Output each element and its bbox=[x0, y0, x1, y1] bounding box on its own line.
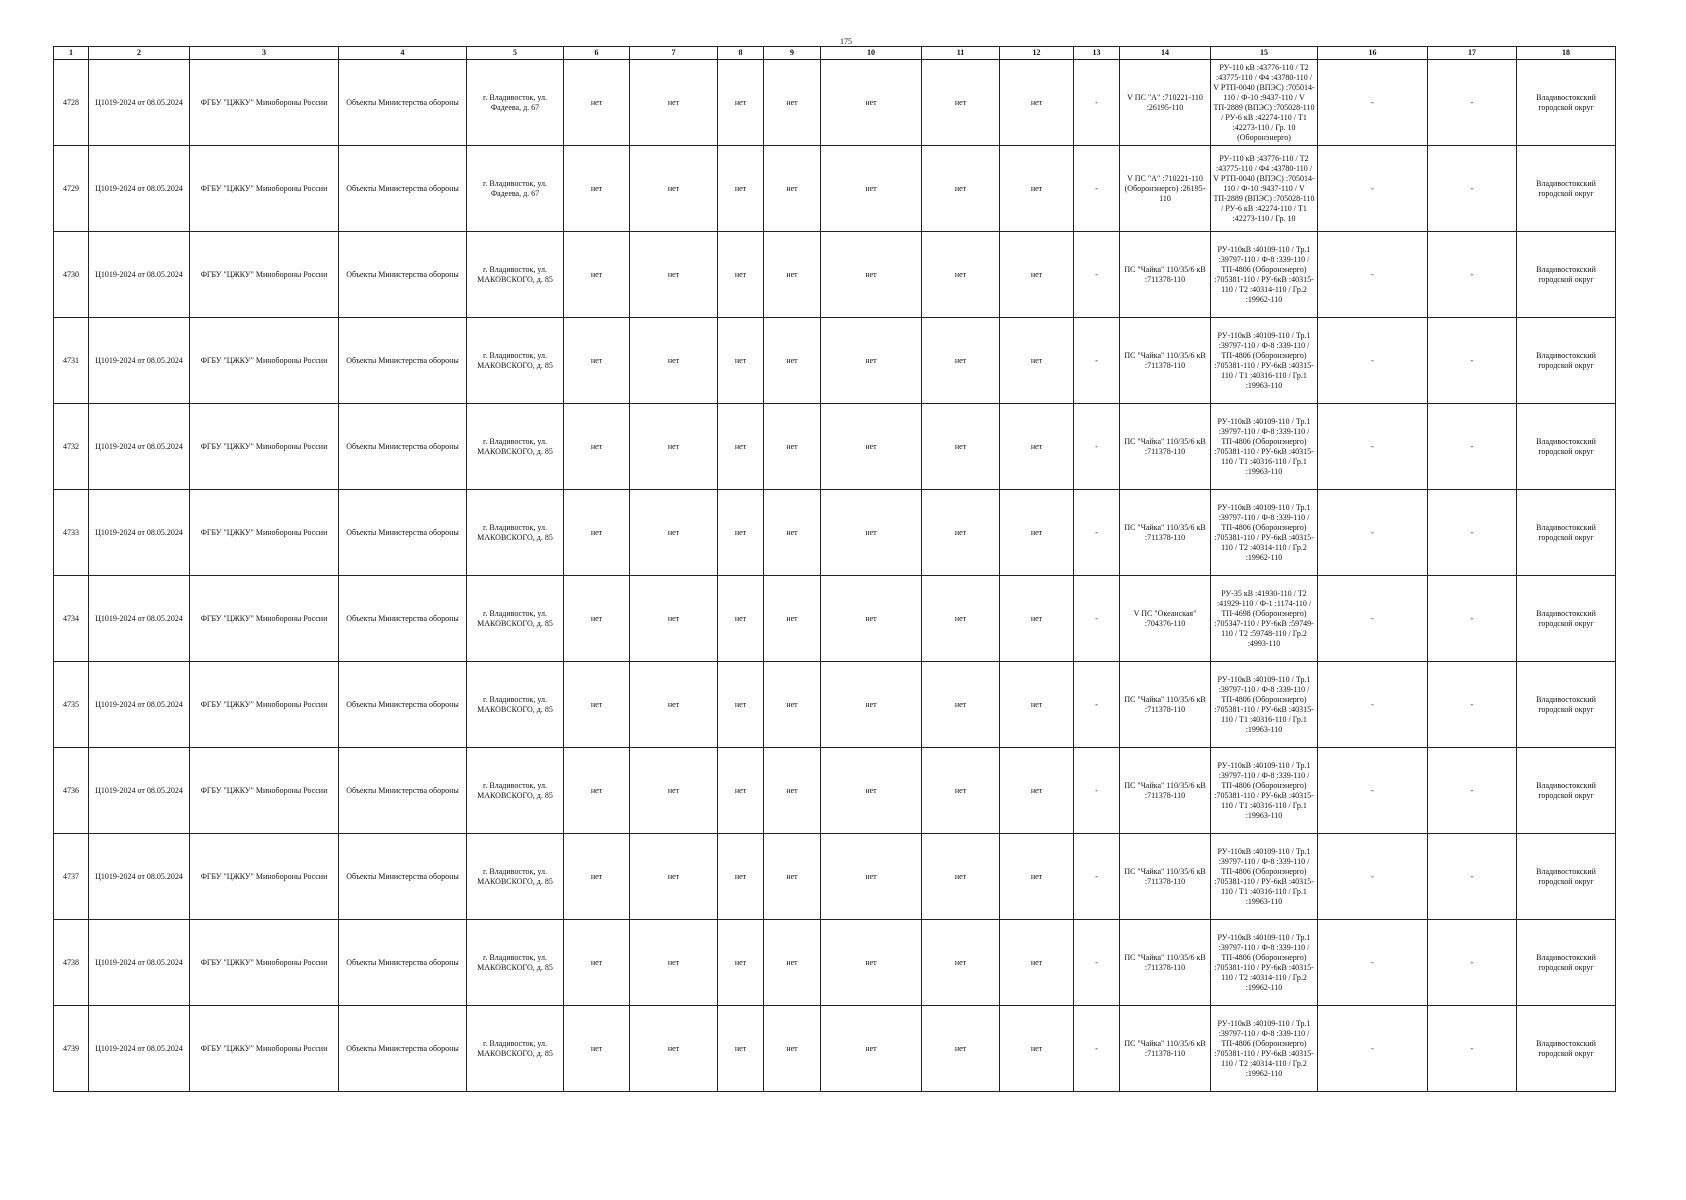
col-11-cell: нет bbox=[922, 232, 1000, 318]
col-13-cell: - bbox=[1074, 662, 1120, 748]
column-header: 3 bbox=[190, 47, 339, 60]
col-9-cell: нет bbox=[764, 920, 821, 1006]
document-ref-cell: Ц1019-2024 от 08.05.2024 bbox=[89, 662, 190, 748]
col-12-cell: нет bbox=[1000, 662, 1074, 748]
address-cell: г. Владивосток, ул. МАКОВСКОГО, д. 85 bbox=[467, 404, 564, 490]
col-9-cell: нет bbox=[764, 232, 821, 318]
col-9-cell: нет bbox=[764, 662, 821, 748]
col-7-cell: нет bbox=[630, 748, 718, 834]
municipality-cell: Владивостокский городской округ bbox=[1517, 662, 1616, 748]
column-header: 15 bbox=[1211, 47, 1318, 60]
col-16-cell: - bbox=[1318, 60, 1428, 146]
col-12-cell: нет bbox=[1000, 60, 1074, 146]
organization-cell: ФГБУ "ЦЖКУ" Минобороны России bbox=[190, 490, 339, 576]
col-10-cell: нет bbox=[821, 490, 922, 576]
connection-path-cell: РУ-110кВ :40109-110 / Тр.1 :39797-110 / Ф-8 :339-110 / ТП-4806 (Оборонэнерго) :705381-110 / РУ-6кВ :40315-110 / Т1 :40316-110 / Гр.1 :19963-110 bbox=[1211, 404, 1318, 490]
col-13-cell: - bbox=[1074, 404, 1120, 490]
col-8-cell: нет bbox=[718, 232, 764, 318]
col-13-cell: - bbox=[1074, 60, 1120, 146]
col-16-cell: - bbox=[1318, 748, 1428, 834]
organization-cell: ФГБУ "ЦЖКУ" Минобороны России bbox=[190, 834, 339, 920]
municipality-cell: Владивостокский городской округ bbox=[1517, 576, 1616, 662]
column-header: 14 bbox=[1120, 47, 1211, 60]
col-6-cell: нет bbox=[564, 60, 630, 146]
column-header: 13 bbox=[1074, 47, 1120, 60]
col-7-cell: нет bbox=[630, 920, 718, 1006]
address-cell: г. Владивосток, ул. МАКОВСКОГО, д. 85 bbox=[467, 490, 564, 576]
col-16-cell: - bbox=[1318, 920, 1428, 1006]
col-10-cell: нет bbox=[821, 318, 922, 404]
object-type-cell: Объекты Министерства обороны bbox=[339, 834, 467, 920]
col-9-cell: нет bbox=[764, 318, 821, 404]
col-8-cell: нет bbox=[718, 662, 764, 748]
col-16-cell: - bbox=[1318, 490, 1428, 576]
data-table bbox=[53, 46, 1616, 1092]
col-11-cell: нет bbox=[922, 1006, 1000, 1092]
municipality-cell: Владивостокский городской округ bbox=[1517, 404, 1616, 490]
address-cell: г. Владивосток, ул. МАКОВСКОГО, д. 85 bbox=[467, 1006, 564, 1092]
column-header: 7 bbox=[630, 47, 718, 60]
organization-cell: ФГБУ "ЦЖКУ" Минобороны России bbox=[190, 146, 339, 232]
col-6-cell: нет bbox=[564, 490, 630, 576]
address-cell: г. Владивосток, ул. Фадеева, д. 67 bbox=[467, 146, 564, 232]
col-10-cell: нет bbox=[821, 834, 922, 920]
row-number-cell: 4732 bbox=[54, 404, 89, 490]
col-7-cell: нет bbox=[630, 662, 718, 748]
document-ref-cell: Ц1019-2024 от 08.05.2024 bbox=[89, 404, 190, 490]
object-type-cell: Объекты Министерства обороны bbox=[339, 146, 467, 232]
col-12-cell: нет bbox=[1000, 232, 1074, 318]
col-17-cell: - bbox=[1428, 576, 1517, 662]
row-number-cell: 4738 bbox=[54, 920, 89, 1006]
col-17-cell: - bbox=[1428, 232, 1517, 318]
column-header: 18 bbox=[1517, 47, 1616, 60]
row-number-cell: 4734 bbox=[54, 576, 89, 662]
object-type-cell: Объекты Министерства обороны bbox=[339, 748, 467, 834]
col-7-cell: нет bbox=[630, 146, 718, 232]
organization-cell: ФГБУ "ЦЖКУ" Минобороны России bbox=[190, 1006, 339, 1092]
col-11-cell: нет bbox=[922, 318, 1000, 404]
col-6-cell: нет bbox=[564, 318, 630, 404]
substation-cell: ПС "Чайка" 110/35/6 кВ :711378-110 bbox=[1120, 1006, 1211, 1092]
col-6-cell: нет bbox=[564, 920, 630, 1006]
table-row bbox=[54, 404, 1616, 490]
col-10-cell: нет bbox=[821, 60, 922, 146]
row-number-cell: 4731 bbox=[54, 318, 89, 404]
table-row bbox=[54, 662, 1616, 748]
object-type-cell: Объекты Министерства обороны bbox=[339, 404, 467, 490]
col-16-cell: - bbox=[1318, 1006, 1428, 1092]
column-header: 6 bbox=[564, 47, 630, 60]
object-type-cell: Объекты Министерства обороны bbox=[339, 60, 467, 146]
col-13-cell: - bbox=[1074, 920, 1120, 1006]
municipality-cell: Владивостокский городской округ bbox=[1517, 490, 1616, 576]
col-8-cell: нет bbox=[718, 146, 764, 232]
substation-cell: ПС "Чайка" 110/35/6 кВ :711378-110 bbox=[1120, 490, 1211, 576]
connection-path-cell: РУ-110кВ :40109-110 / Тр.1 :39797-110 / Ф-8 :339-110 / ТП-4806 (Оборонэнерго) :705381-110 / РУ-6кВ :40315-110 / Т2 :40314-110 / Гр.2 :19962-110 bbox=[1211, 232, 1318, 318]
address-cell: г. Владивосток, ул. МАКОВСКОГО, д. 85 bbox=[467, 576, 564, 662]
table-row bbox=[54, 748, 1616, 834]
col-10-cell: нет bbox=[821, 662, 922, 748]
col-13-cell: - bbox=[1074, 576, 1120, 662]
col-12-cell: нет bbox=[1000, 920, 1074, 1006]
col-9-cell: нет bbox=[764, 576, 821, 662]
col-9-cell: нет bbox=[764, 1006, 821, 1092]
col-17-cell: - bbox=[1428, 60, 1517, 146]
col-11-cell: нет bbox=[922, 146, 1000, 232]
document-ref-cell: Ц1019-2024 от 08.05.2024 bbox=[89, 490, 190, 576]
col-16-cell: - bbox=[1318, 662, 1428, 748]
object-type-cell: Объекты Министерства обороны bbox=[339, 920, 467, 1006]
connection-path-cell: РУ-110кВ :40109-110 / Тр.1 :39797-110 / Ф-8 :339-110 / ТП-4806 (Оборонэнерго) :705381-110 / РУ-6кВ :40315-110 / Т2 :40314-110 / Гр.2 :19962-110 bbox=[1211, 1006, 1318, 1092]
col-12-cell: нет bbox=[1000, 318, 1074, 404]
document-ref-cell: Ц1019-2024 от 08.05.2024 bbox=[89, 834, 190, 920]
row-number-cell: 4739 bbox=[54, 1006, 89, 1092]
municipality-cell: Владивостокский городской округ bbox=[1517, 318, 1616, 404]
substation-cell: ПС "Чайка" 110/35/6 кВ :711378-110 bbox=[1120, 834, 1211, 920]
document-ref-cell: Ц1019-2024 от 08.05.2024 bbox=[89, 748, 190, 834]
document-ref-cell: Ц1019-2024 от 08.05.2024 bbox=[89, 146, 190, 232]
column-header: 5 bbox=[467, 47, 564, 60]
object-type-cell: Объекты Министерства обороны bbox=[339, 232, 467, 318]
col-12-cell: нет bbox=[1000, 490, 1074, 576]
address-cell: г. Владивосток, ул. МАКОВСКОГО, д. 85 bbox=[467, 662, 564, 748]
col-6-cell: нет bbox=[564, 662, 630, 748]
municipality-cell: Владивостокский городской округ bbox=[1517, 748, 1616, 834]
row-number-cell: 4737 bbox=[54, 834, 89, 920]
column-header: 1 bbox=[54, 47, 89, 60]
col-8-cell: нет bbox=[718, 834, 764, 920]
substation-cell: ПС "Чайка" 110/35/6 кВ :711378-110 bbox=[1120, 662, 1211, 748]
organization-cell: ФГБУ "ЦЖКУ" Минобороны России bbox=[190, 232, 339, 318]
substation-cell: ПС "Чайка" 110/35/6 кВ :711378-110 bbox=[1120, 318, 1211, 404]
connection-path-cell: РУ-110кВ :40109-110 / Тр.1 :39797-110 / Ф-8 :339-110 / ТП-4806 (Оборонэнерго) :705381-110 / РУ-6кВ :40315-110 / Т2 :40314-110 / Гр.2 :19962-110 bbox=[1211, 490, 1318, 576]
col-13-cell: - bbox=[1074, 232, 1120, 318]
col-17-cell: - bbox=[1428, 920, 1517, 1006]
connection-path-cell: РУ-35 кВ :41930-110 / Т2 :41929-110 / Ф-1 :1174-110 / ТП-4698 (Оборонэнерго) :705347-110 / РУ-6кВ :59749-110 / Т2 :59748-110 / Гр.2 :4993-110 bbox=[1211, 576, 1318, 662]
column-header: 4 bbox=[339, 47, 467, 60]
organization-cell: ФГБУ "ЦЖКУ" Минобороны России bbox=[190, 60, 339, 146]
column-header: 11 bbox=[922, 47, 1000, 60]
table-row bbox=[54, 60, 1616, 146]
col-13-cell: - bbox=[1074, 146, 1120, 232]
col-17-cell: - bbox=[1428, 834, 1517, 920]
address-cell: г. Владивосток, ул. МАКОВСКОГО, д. 85 bbox=[467, 232, 564, 318]
col-9-cell: нет bbox=[764, 834, 821, 920]
col-10-cell: нет bbox=[821, 232, 922, 318]
organization-cell: ФГБУ "ЦЖКУ" Минобороны России bbox=[190, 576, 339, 662]
col-9-cell: нет bbox=[764, 60, 821, 146]
substation-cell: V ПС "Океанская" :704376-110 bbox=[1120, 576, 1211, 662]
col-8-cell: нет bbox=[718, 748, 764, 834]
col-13-cell: - bbox=[1074, 748, 1120, 834]
address-cell: г. Владивосток, ул. МАКОВСКОГО, д. 85 bbox=[467, 920, 564, 1006]
column-header: 12 bbox=[1000, 47, 1074, 60]
column-header: 10 bbox=[821, 47, 922, 60]
row-number-cell: 4733 bbox=[54, 490, 89, 576]
col-17-cell: - bbox=[1428, 318, 1517, 404]
col-7-cell: нет bbox=[630, 318, 718, 404]
col-6-cell: нет bbox=[564, 146, 630, 232]
connection-path-cell: РУ-110 кВ :43776-110 / Т2 :43775-110 / Ф4 :43780-110 / V РТП-0040 (ВПЭС) :705014-110 / Ф-10 :9437-110 / V ТП-2889 (ВПЭС) :705028-110 / РУ-6 кВ :42274-110 / Т1 :42273-110 / Гр. 10 (Оборонэнерго) bbox=[1211, 60, 1318, 146]
col-7-cell: нет bbox=[630, 490, 718, 576]
col-16-cell: - bbox=[1318, 318, 1428, 404]
col-9-cell: нет bbox=[764, 748, 821, 834]
col-7-cell: нет bbox=[630, 404, 718, 490]
col-17-cell: - bbox=[1428, 490, 1517, 576]
col-10-cell: нет bbox=[821, 748, 922, 834]
object-type-cell: Объекты Министерства обороны bbox=[339, 318, 467, 404]
col-8-cell: нет bbox=[718, 404, 764, 490]
table-row bbox=[54, 920, 1616, 1006]
col-13-cell: - bbox=[1074, 490, 1120, 576]
col-12-cell: нет bbox=[1000, 1006, 1074, 1092]
col-16-cell: - bbox=[1318, 232, 1428, 318]
municipality-cell: Владивостокский городской округ bbox=[1517, 1006, 1616, 1092]
table-row bbox=[54, 146, 1616, 232]
table-row bbox=[54, 490, 1616, 576]
col-6-cell: нет bbox=[564, 1006, 630, 1092]
col-9-cell: нет bbox=[764, 404, 821, 490]
col-10-cell: нет bbox=[821, 404, 922, 490]
object-type-cell: Объекты Министерства обороны bbox=[339, 1006, 467, 1092]
municipality-cell: Владивостокский городской округ bbox=[1517, 834, 1616, 920]
substation-cell: V ПС "А" :710221-110 :26195-110 bbox=[1120, 60, 1211, 146]
connection-path-cell: РУ-110кВ :40109-110 / Тр.1 :39797-110 / Ф-8 :339-110 / ТП-4806 (Оборонэнерго) :705381-110 / РУ-6кВ :40315-110 / Т1 :40316-110 / Гр.1 :19963-110 bbox=[1211, 748, 1318, 834]
organization-cell: ФГБУ "ЦЖКУ" Минобороны России bbox=[190, 318, 339, 404]
document-ref-cell: Ц1019-2024 от 08.05.2024 bbox=[89, 576, 190, 662]
municipality-cell: Владивостокский городской округ bbox=[1517, 146, 1616, 232]
connection-path-cell: РУ-110кВ :40109-110 / Тр.1 :39797-110 / Ф-8 :339-110 / ТП-4806 (Оборонэнерго) :705381-110 / РУ-6кВ :40315-110 / Т2 :40314-110 / Гр.2 :19962-110 bbox=[1211, 920, 1318, 1006]
col-7-cell: нет bbox=[630, 60, 718, 146]
row-number-cell: 4729 bbox=[54, 146, 89, 232]
col-16-cell: - bbox=[1318, 404, 1428, 490]
row-number-cell: 4730 bbox=[54, 232, 89, 318]
row-number-cell: 4736 bbox=[54, 748, 89, 834]
col-13-cell: - bbox=[1074, 318, 1120, 404]
connection-path-cell: РУ-110 кВ :43776-110 / Т2 :43775-110 / Ф4 :43780-110 / V РТП-0040 (ВПЭС) :705014-110 / Ф-10 :9437-110 / V ТП-2889 (ВПЭС) :705028-110 / РУ-6 кВ :42274-110 / Т1 :42273-110 / Гр. 10 bbox=[1211, 146, 1318, 232]
col-12-cell: нет bbox=[1000, 834, 1074, 920]
object-type-cell: Объекты Министерства обороны bbox=[339, 662, 467, 748]
organization-cell: ФГБУ "ЦЖКУ" Минобороны России bbox=[190, 748, 339, 834]
col-6-cell: нет bbox=[564, 834, 630, 920]
col-12-cell: нет bbox=[1000, 404, 1074, 490]
col-8-cell: нет bbox=[718, 920, 764, 1006]
col-11-cell: нет bbox=[922, 662, 1000, 748]
col-16-cell: - bbox=[1318, 834, 1428, 920]
col-17-cell: - bbox=[1428, 748, 1517, 834]
column-header: 2 bbox=[89, 47, 190, 60]
address-cell: г. Владивосток, ул. МАКОВСКОГО, д. 85 bbox=[467, 834, 564, 920]
col-9-cell: нет bbox=[764, 146, 821, 232]
object-type-cell: Объекты Министерства обороны bbox=[339, 490, 467, 576]
column-header: 16 bbox=[1318, 47, 1428, 60]
col-17-cell: - bbox=[1428, 146, 1517, 232]
col-6-cell: нет bbox=[564, 748, 630, 834]
connection-path-cell: РУ-110кВ :40109-110 / Тр.1 :39797-110 / Ф-8 :339-110 / ТП-4806 (Оборонэнерго) :705381-110 / РУ-6кВ :40315-110 / Т1 :40316-110 / Гр.1 :19963-110 bbox=[1211, 662, 1318, 748]
table-row bbox=[54, 232, 1616, 318]
col-11-cell: нет bbox=[922, 404, 1000, 490]
col-13-cell: - bbox=[1074, 834, 1120, 920]
header-row bbox=[54, 47, 1616, 60]
address-cell: г. Владивосток, ул. МАКОВСКОГО, д. 85 bbox=[467, 318, 564, 404]
document-ref-cell: Ц1019-2024 от 08.05.2024 bbox=[89, 1006, 190, 1092]
col-12-cell: нет bbox=[1000, 146, 1074, 232]
document-ref-cell: Ц1019-2024 от 08.05.2024 bbox=[89, 232, 190, 318]
municipality-cell: Владивостокский городской округ bbox=[1517, 60, 1616, 146]
col-12-cell: нет bbox=[1000, 748, 1074, 834]
col-11-cell: нет bbox=[922, 576, 1000, 662]
substation-cell: ПС "Чайка" 110/35/6 кВ :711378-110 bbox=[1120, 920, 1211, 1006]
col-12-cell: нет bbox=[1000, 576, 1074, 662]
substation-cell: ПС "Чайка" 110/35/6 кВ :711378-110 bbox=[1120, 232, 1211, 318]
address-cell: г. Владивосток, ул. МАКОВСКОГО, д. 85 bbox=[467, 748, 564, 834]
col-7-cell: нет bbox=[630, 232, 718, 318]
col-16-cell: - bbox=[1318, 146, 1428, 232]
substation-cell: ПС "Чайка" 110/35/6 кВ :711378-110 bbox=[1120, 404, 1211, 490]
table-row bbox=[54, 318, 1616, 404]
col-10-cell: нет bbox=[821, 1006, 922, 1092]
col-10-cell: нет bbox=[821, 576, 922, 662]
col-7-cell: нет bbox=[630, 1006, 718, 1092]
col-11-cell: нет bbox=[922, 748, 1000, 834]
substation-cell: ПС "Чайка" 110/35/6 кВ :711378-110 bbox=[1120, 748, 1211, 834]
column-header: 9 bbox=[764, 47, 821, 60]
col-17-cell: - bbox=[1428, 404, 1517, 490]
col-8-cell: нет bbox=[718, 576, 764, 662]
municipality-cell: Владивостокский городской округ bbox=[1517, 920, 1616, 1006]
organization-cell: ФГБУ "ЦЖКУ" Минобороны России bbox=[190, 920, 339, 1006]
page-number: 175 bbox=[840, 37, 852, 46]
column-header: 8 bbox=[718, 47, 764, 60]
document-ref-cell: Ц1019-2024 от 08.05.2024 bbox=[89, 920, 190, 1006]
table-body bbox=[54, 60, 1616, 1092]
col-10-cell: нет bbox=[821, 920, 922, 1006]
col-9-cell: нет bbox=[764, 490, 821, 576]
col-6-cell: нет bbox=[564, 232, 630, 318]
col-8-cell: нет bbox=[718, 318, 764, 404]
col-6-cell: нет bbox=[564, 576, 630, 662]
col-16-cell: - bbox=[1318, 576, 1428, 662]
col-8-cell: нет bbox=[718, 60, 764, 146]
substation-cell: V ПС "А" :710221-110 (Оборонэнерго) :26195-110 bbox=[1120, 146, 1211, 232]
col-11-cell: нет bbox=[922, 834, 1000, 920]
col-7-cell: нет bbox=[630, 576, 718, 662]
col-10-cell: нет bbox=[821, 146, 922, 232]
document-ref-cell: Ц1019-2024 от 08.05.2024 bbox=[89, 318, 190, 404]
document-ref-cell: Ц1019-2024 от 08.05.2024 bbox=[89, 60, 190, 146]
col-7-cell: нет bbox=[630, 834, 718, 920]
col-11-cell: нет bbox=[922, 920, 1000, 1006]
col-17-cell: - bbox=[1428, 1006, 1517, 1092]
table-row bbox=[54, 576, 1616, 662]
col-13-cell: - bbox=[1074, 1006, 1120, 1092]
row-number-cell: 4735 bbox=[54, 662, 89, 748]
address-cell: г. Владивосток, ул. Фадеева, д. 67 bbox=[467, 60, 564, 146]
col-17-cell: - bbox=[1428, 662, 1517, 748]
col-8-cell: нет bbox=[718, 490, 764, 576]
table-row bbox=[54, 834, 1616, 920]
column-header: 17 bbox=[1428, 47, 1517, 60]
col-11-cell: нет bbox=[922, 490, 1000, 576]
col-8-cell: нет bbox=[718, 1006, 764, 1092]
table-row bbox=[54, 1006, 1616, 1092]
object-type-cell: Объекты Министерства обороны bbox=[339, 576, 467, 662]
organization-cell: ФГБУ "ЦЖКУ" Минобороны России bbox=[190, 404, 339, 490]
connection-path-cell: РУ-110кВ :40109-110 / Тр.1 :39797-110 / Ф-8 :339-110 / ТП-4806 (Оборонэнерго) :705381-110 / РУ-6кВ :40315-110 / Т1 :40316-110 / Гр.1 :19963-110 bbox=[1211, 318, 1318, 404]
connection-path-cell: РУ-110кВ :40109-110 / Тр.1 :39797-110 / Ф-8 :339-110 / ТП-4806 (Оборонэнерго) :705381-110 / РУ-6кВ :40315-110 / Т1 :40316-110 / Гр.1 :19963-110 bbox=[1211, 834, 1318, 920]
col-6-cell: нет bbox=[564, 404, 630, 490]
row-number-cell: 4728 bbox=[54, 60, 89, 146]
organization-cell: ФГБУ "ЦЖКУ" Минобороны России bbox=[190, 662, 339, 748]
col-11-cell: нет bbox=[922, 60, 1000, 146]
municipality-cell: Владивостокский городской округ bbox=[1517, 232, 1616, 318]
